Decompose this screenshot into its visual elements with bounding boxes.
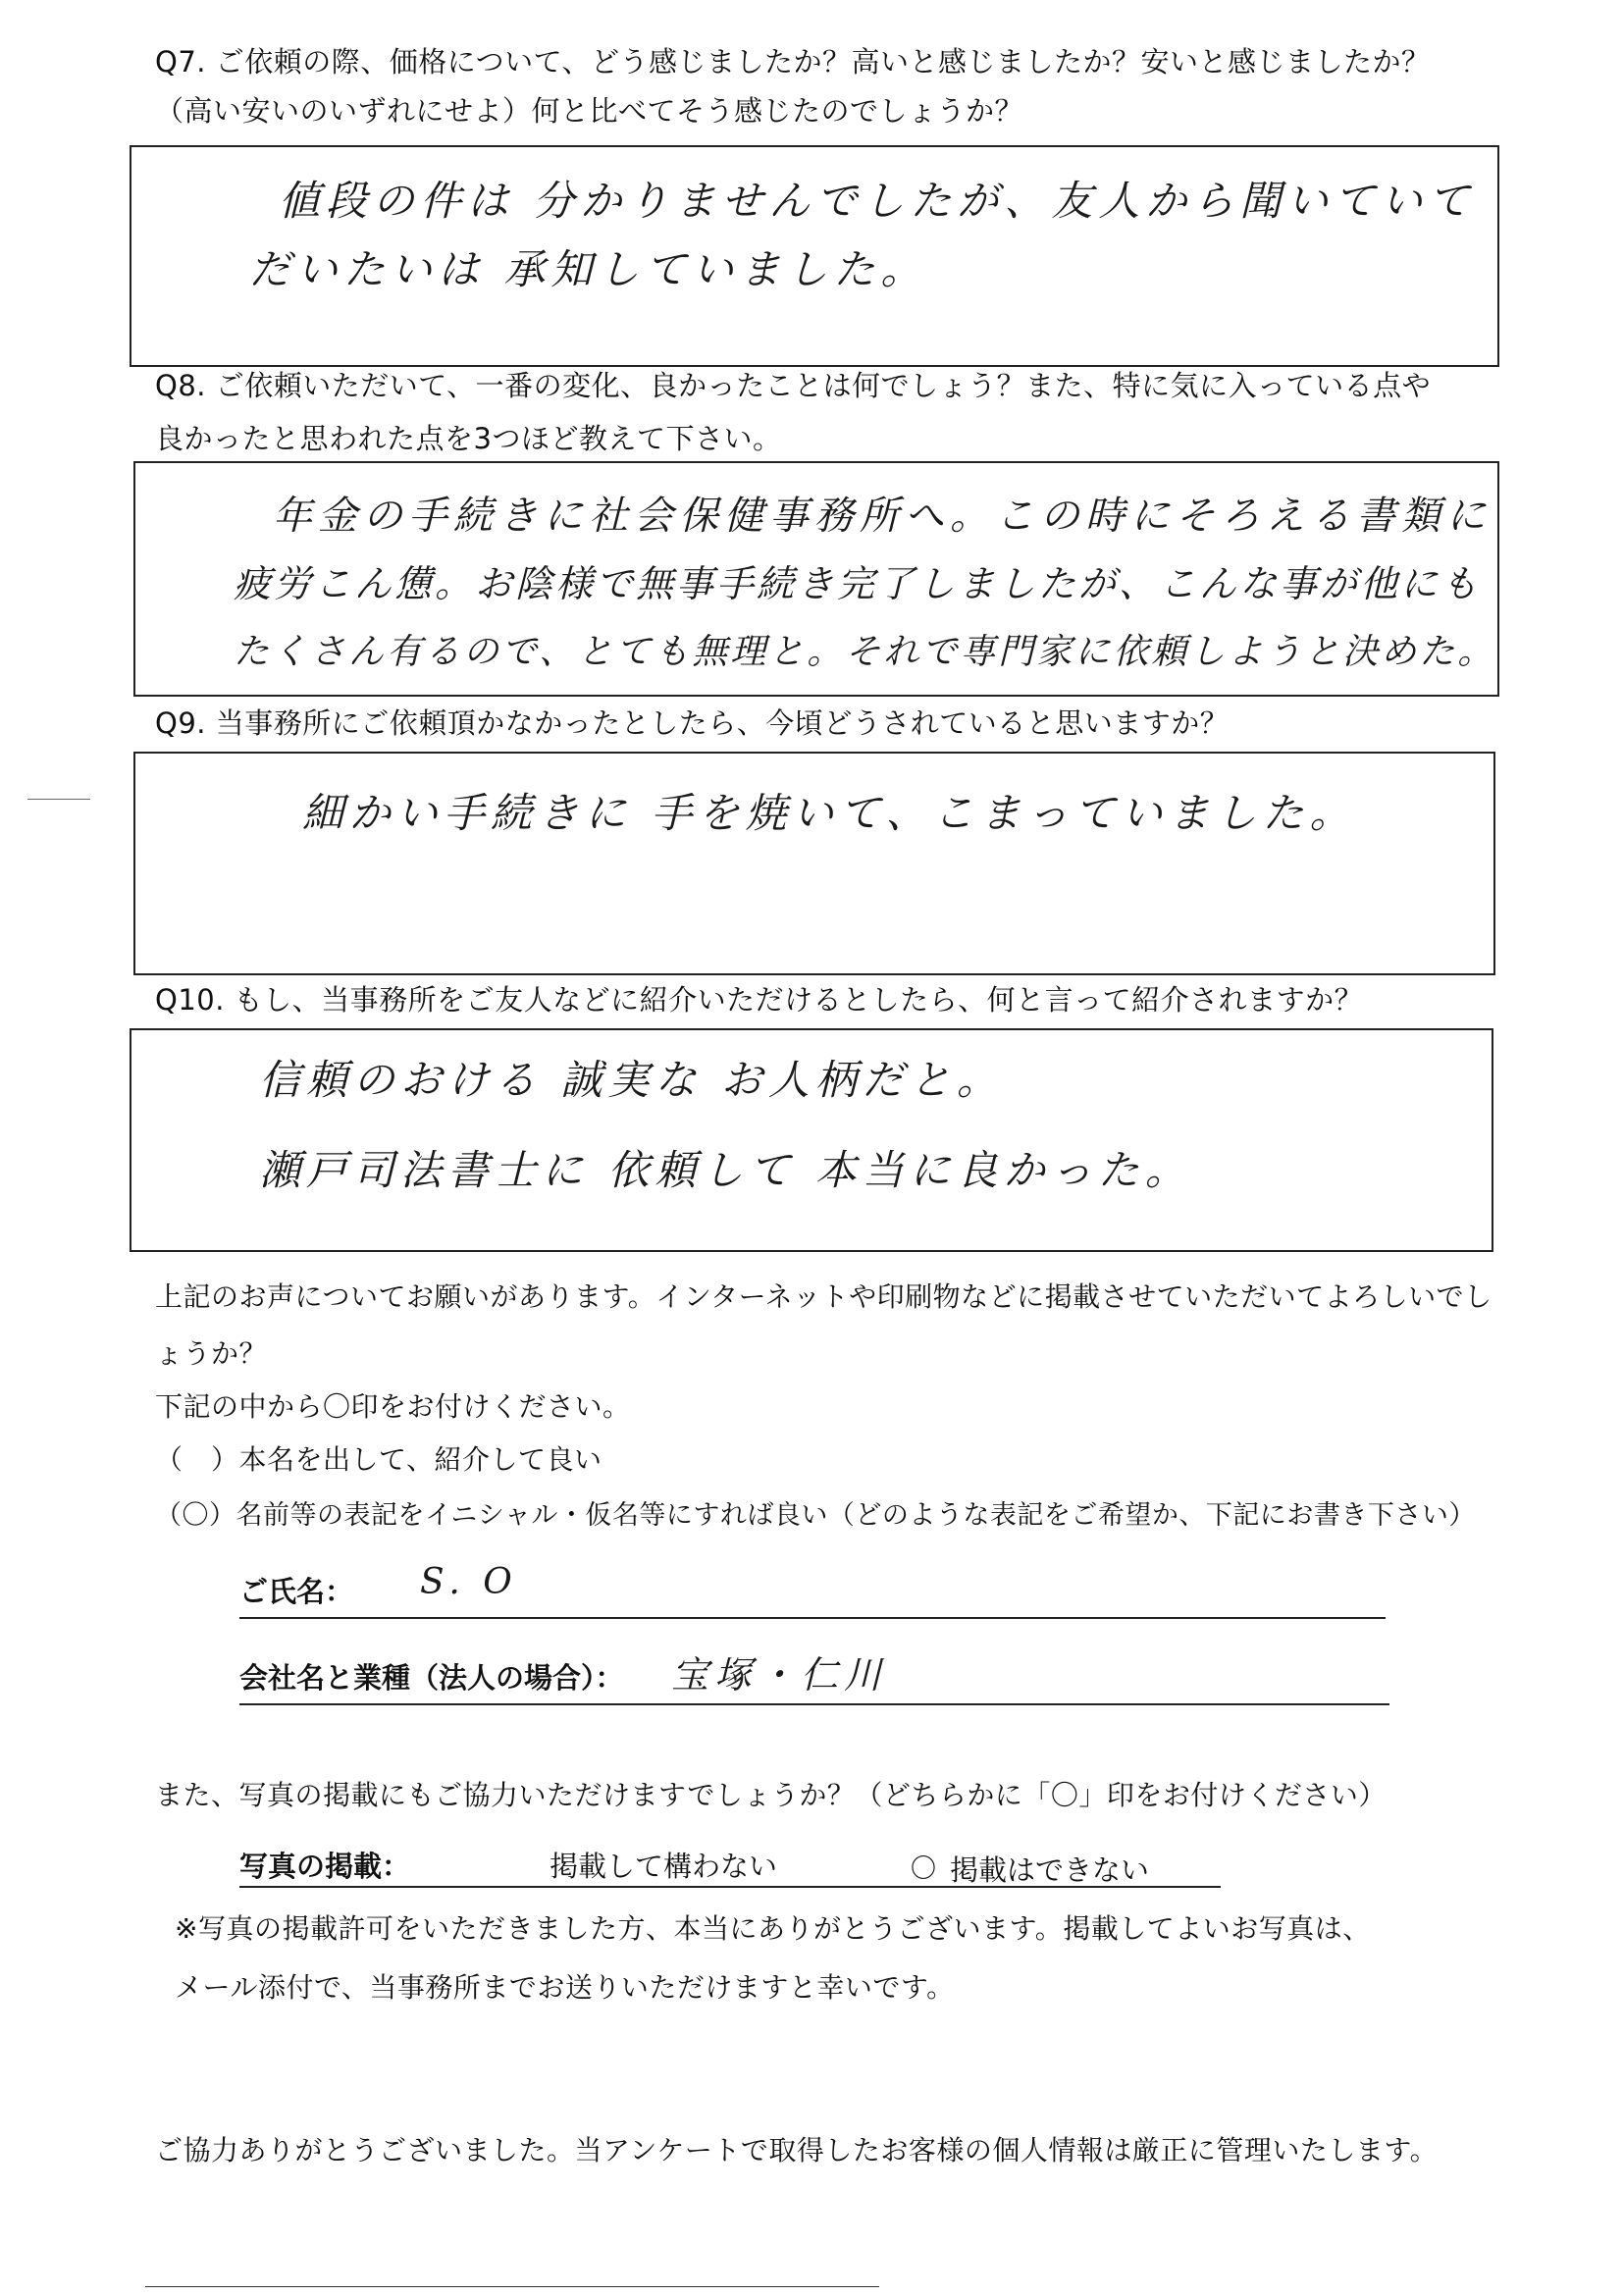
q8-answer-box <box>133 461 1499 697</box>
q10-question: Q10. もし、当事務所をご友人などに紹介いただけるとしたら、何と言って紹介されますか？ <box>155 983 1364 1017</box>
q8-answer-line3: たくさん有るので、とても無理と。それで専門家に依頼しようと決めた。 <box>234 632 1496 672</box>
photo-label: 写真の掲載： <box>239 1850 411 1883</box>
name-underline <box>239 1617 1386 1619</box>
q9-question: Q9. 当事務所にご依頼頂かなかったとしたら、今頃どうされていると思いますか？ <box>155 706 1230 740</box>
q7-answer-box <box>130 145 1499 367</box>
photo-intro: また、写真の掲載にもご協力いただけますでしょうか？（どちらかに「〇」印をお付けください） <box>155 1779 1387 1811</box>
scan-mark <box>27 799 90 800</box>
footer-thanks: ご協力ありがとうございました。当アンケートで取得したお客様の個人情報は厳正に管理いたします。 <box>155 2134 1439 2166</box>
consent-line3: 下記の中から〇印をお付けください。 <box>155 1390 631 1423</box>
q9-answer-box <box>133 752 1495 975</box>
q7-question-line1: Q7. ご依頼の際、価格について、どう感じましたか？高いと感じましたか？安いと感じましたか？ <box>155 45 1431 78</box>
q7-question-line2: （高い安いのいずれにせよ）何と比べてそう感じたのでしょうか？ <box>155 94 1024 128</box>
photo-option-deny[interactable]: 掲載はできない <box>950 1853 1150 1887</box>
company-label: 会社名と業種（法人の場合）： <box>239 1661 624 1695</box>
q8-question-line2: 良かったと思われた点を3つほど教えて下さい。 <box>155 422 782 455</box>
q10-answer-line2: 瀬戸司法書士に 依頼して 本当に良かった。 <box>259 1146 1192 1194</box>
consent-option-initials[interactable]: （〇）名前等の表記をイニシャル・仮名等にすれば良い（どのような表記をご希望か、下記にお書き下さい） <box>155 1500 1476 1531</box>
q8-answer-line2: 疲労こん憊。お陰様で無事手続き完了しましたが、こんな事が他にも <box>234 562 1482 605</box>
photo-circle-mark: 〇 <box>911 1854 937 1884</box>
q7-answer-line2: だいたいは 承知していました。 <box>249 245 928 293</box>
company-underline <box>239 1703 1389 1705</box>
q9-answer-line1: 細かい手続きに 手を焼いて、こまっていました。 <box>302 789 1357 837</box>
consent-line2: ょうか？ <box>155 1337 268 1370</box>
q8-question-line1: Q8. ご依頼いただいて、一番の変化、良かったことは何でしょう？また、特に気に入っている点や <box>155 369 1432 402</box>
q8-answer-line1: 年金の手続きに社会保健事務所へ。この時にそろえる書類に <box>273 494 1492 539</box>
q10-answer-box <box>130 1028 1493 1252</box>
name-label: ご氏名： <box>239 1575 354 1608</box>
q7-answer-line1: 値段の件は 分かりませんでしたが、友人から聞いていて <box>279 177 1476 225</box>
company-value: 宝塚・仁川 <box>671 1653 888 1696</box>
photo-note-line1: ※写真の掲載許可をいただきました方、本当にありがとうございます。掲載してよいお写真は、 <box>175 1912 1371 1945</box>
consent-line1: 上記のお声についてお願いがあります。インターネットや印刷物などに掲載させていただいてよろしいでし <box>155 1280 1492 1313</box>
photo-option-allow[interactable]: 掲載して構わない <box>550 1850 778 1883</box>
photo-note-line2: メール添付で、当事務所までお送りいただけますと幸いです。 <box>175 1971 955 2004</box>
consent-option-real-name[interactable]: （ ）本名を出して、紹介して良い <box>155 1443 602 1476</box>
q10-answer-line1: 信頼のおける 誠実な お人柄だと。 <box>259 1056 1004 1104</box>
footer-rule <box>145 2286 879 2287</box>
name-value: S. O <box>420 1562 518 1602</box>
